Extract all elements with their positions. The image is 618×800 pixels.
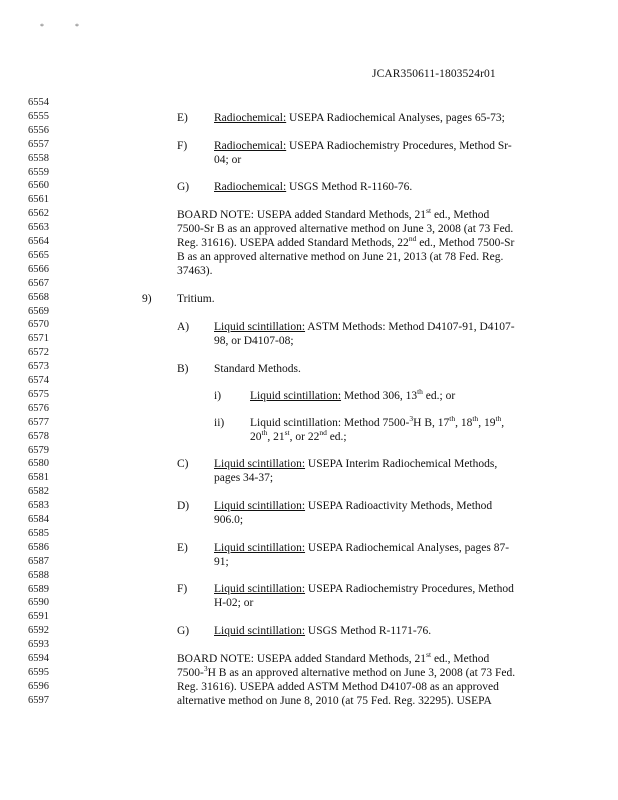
item-b-label: B) xyxy=(177,363,189,375)
item-e2-rest-2: 91; xyxy=(214,556,229,568)
item-g-label: G) xyxy=(177,181,190,193)
board-note-1-line-1: BOARD NOTE: USEPA added Standard Methods, 21st ed., Method xyxy=(177,206,490,221)
item-b-title: Standard Methods. xyxy=(214,363,301,375)
scan-mark-right: * xyxy=(75,22,79,31)
item-g-method: Radiochemical: xyxy=(214,181,287,193)
line-number: 6562 xyxy=(28,208,49,220)
line-number: 6556 xyxy=(28,124,49,136)
line-number: 6554 xyxy=(28,97,49,108)
item-c-label: C) xyxy=(177,458,189,470)
line-number: 6577 xyxy=(28,416,49,428)
line-number: 6586 xyxy=(28,541,49,553)
item-c-text: Liquid scintillation: USEPA Interim Radiochemical Methods, xyxy=(214,458,498,470)
scan-mark-left: * xyxy=(40,22,44,31)
board-note-1-line-5: 37463). xyxy=(177,265,213,277)
board-note-1-line-4: B as an approved alternative method on June 21, 2013 (at 78 Fed. Reg. xyxy=(177,251,504,263)
line-number: 6561 xyxy=(28,194,49,206)
item-e-text xyxy=(214,111,505,125)
board-note-1-line-2: 7500-Sr B as an approved alternative method on June 3, 2008 (at 73 Fed. xyxy=(177,223,514,235)
item-f-method: Radiochemical: xyxy=(214,140,287,152)
line-number: 6587 xyxy=(28,555,49,567)
item-d-label: D) xyxy=(177,500,190,512)
item-g-rest: USGS Method R-1160-76. xyxy=(286,181,413,193)
line-number: 6574 xyxy=(28,375,49,386)
line-number: 6567 xyxy=(28,277,49,289)
line-number: 6559 xyxy=(28,166,49,178)
item-b-ii-line-2: 20th, 21st, or 22nd ed.; xyxy=(250,428,347,443)
line-number: 6594 xyxy=(28,653,49,664)
line-number: 6572 xyxy=(28,347,49,359)
line-number: 6580 xyxy=(28,458,49,470)
item-a-label: A) xyxy=(177,321,190,333)
board-note-2-line-3: Reg. 31616). USEPA added ASTM Method D4107-08 as an approved xyxy=(177,681,499,693)
line-number: 6576 xyxy=(28,402,49,414)
item-b-i-text: Liquid scintillation: Method 306, 13th ed.; or xyxy=(250,387,456,402)
line-number: 6596 xyxy=(28,680,49,692)
line-number: 6592 xyxy=(28,625,49,637)
item-f-text xyxy=(214,139,512,153)
item-b-ii-line-1: Liquid scintillation: Method 7500-$^3$H B, 17th, 18th, 19th, xyxy=(250,414,505,429)
item-f-label: F) xyxy=(177,140,188,152)
item-g2-text: Liquid scintillation: USGS Method R-1171-76. xyxy=(214,625,432,637)
board-note-2-line-4: alternative method on June 8, 2010 (at 75 Fed. Reg. 32295). USEPA xyxy=(177,695,492,707)
line-number: 6579 xyxy=(28,444,49,456)
item-d-text: Liquid scintillation: USEPA Radioactivity Methods, Method xyxy=(214,500,493,512)
board-note-2-line-2: 7500-$^3$H B as an approved alternative method on June 3, 2008 (at 73 Fed. xyxy=(177,664,516,679)
item-b-i-label: i) xyxy=(214,390,222,402)
item-a-text: Liquid scintillation: ASTM Methods: Method D4107-91, D4107- xyxy=(214,321,515,333)
item-b-ii-label: ii) xyxy=(214,417,225,429)
line-number: 6560 xyxy=(28,180,49,192)
item-f-rest-2: 04; or xyxy=(214,154,242,166)
line-number: 6563 xyxy=(28,222,49,234)
line-number: 6575 xyxy=(28,388,49,400)
item-e-rest: USEPA Radiochemical Analyses, pages 65-73; xyxy=(286,112,505,124)
line-number: 6573 xyxy=(28,361,49,373)
line-number: 6565 xyxy=(28,249,49,261)
item-f2-label: F) xyxy=(177,583,188,595)
line-number: 6584 xyxy=(28,514,49,525)
line-number: 6589 xyxy=(28,583,49,595)
item-a-rest-2: 98, or D4107-08; xyxy=(214,335,294,347)
line-number: 6591 xyxy=(28,611,49,623)
item-f-rest-1: USEPA Radiochemistry Procedures, Method Sr- xyxy=(286,140,512,152)
line-number: 6590 xyxy=(28,597,49,609)
item-e-label: E) xyxy=(177,112,188,124)
line-number: 6555 xyxy=(28,110,49,122)
item-g-text xyxy=(214,180,412,194)
item-f2-text: Liquid scintillation: USEPA Radiochemistry Procedures, Method xyxy=(214,583,514,595)
item-d-rest-2: 906.0; xyxy=(214,514,244,526)
document-id: JCAR350611-1803524r01 xyxy=(372,68,496,80)
line-number: 6564 xyxy=(28,236,49,247)
line-number: 6583 xyxy=(28,500,49,512)
item-a-method: Liquid scintillation: xyxy=(214,321,306,333)
section-9-label: 9) xyxy=(142,293,152,305)
line-number: 6568 xyxy=(28,291,49,303)
line-number: 6581 xyxy=(28,472,49,484)
board-note-2-line-1: BOARD NOTE: USEPA added Standard Methods, 21st ed., Method xyxy=(177,650,490,665)
line-number: 6595 xyxy=(28,666,49,678)
item-g2-label: G) xyxy=(177,625,190,637)
line-number: 6558 xyxy=(28,152,49,164)
line-number: 6597 xyxy=(28,694,49,706)
line-number: 6588 xyxy=(28,569,49,581)
line-number: 6571 xyxy=(28,333,49,345)
line-number: 6557 xyxy=(28,138,49,150)
item-e2-label: E) xyxy=(177,542,188,554)
line-number: 6569 xyxy=(28,305,49,317)
item-c-rest-2: pages 34-37; xyxy=(214,472,274,484)
item-e-method: Radiochemical: xyxy=(214,112,287,124)
line-number: 6585 xyxy=(28,527,49,539)
line-number: 6578 xyxy=(28,430,49,442)
line-number: 6570 xyxy=(28,319,49,331)
item-f2-rest-2: H-02; or xyxy=(214,597,254,609)
board-note-1-line-3: Reg. 31616). USEPA added Standard Methods, 22nd ed., Method 7500-Sr xyxy=(177,234,515,249)
line-number: 6593 xyxy=(28,639,49,651)
line-number: 6582 xyxy=(28,486,49,498)
section-9-title: Tritium. xyxy=(177,293,215,305)
item-e2-text: Liquid scintillation: USEPA Radiochemical Analyses, pages 87- xyxy=(214,542,510,554)
line-number: 6566 xyxy=(28,263,49,275)
